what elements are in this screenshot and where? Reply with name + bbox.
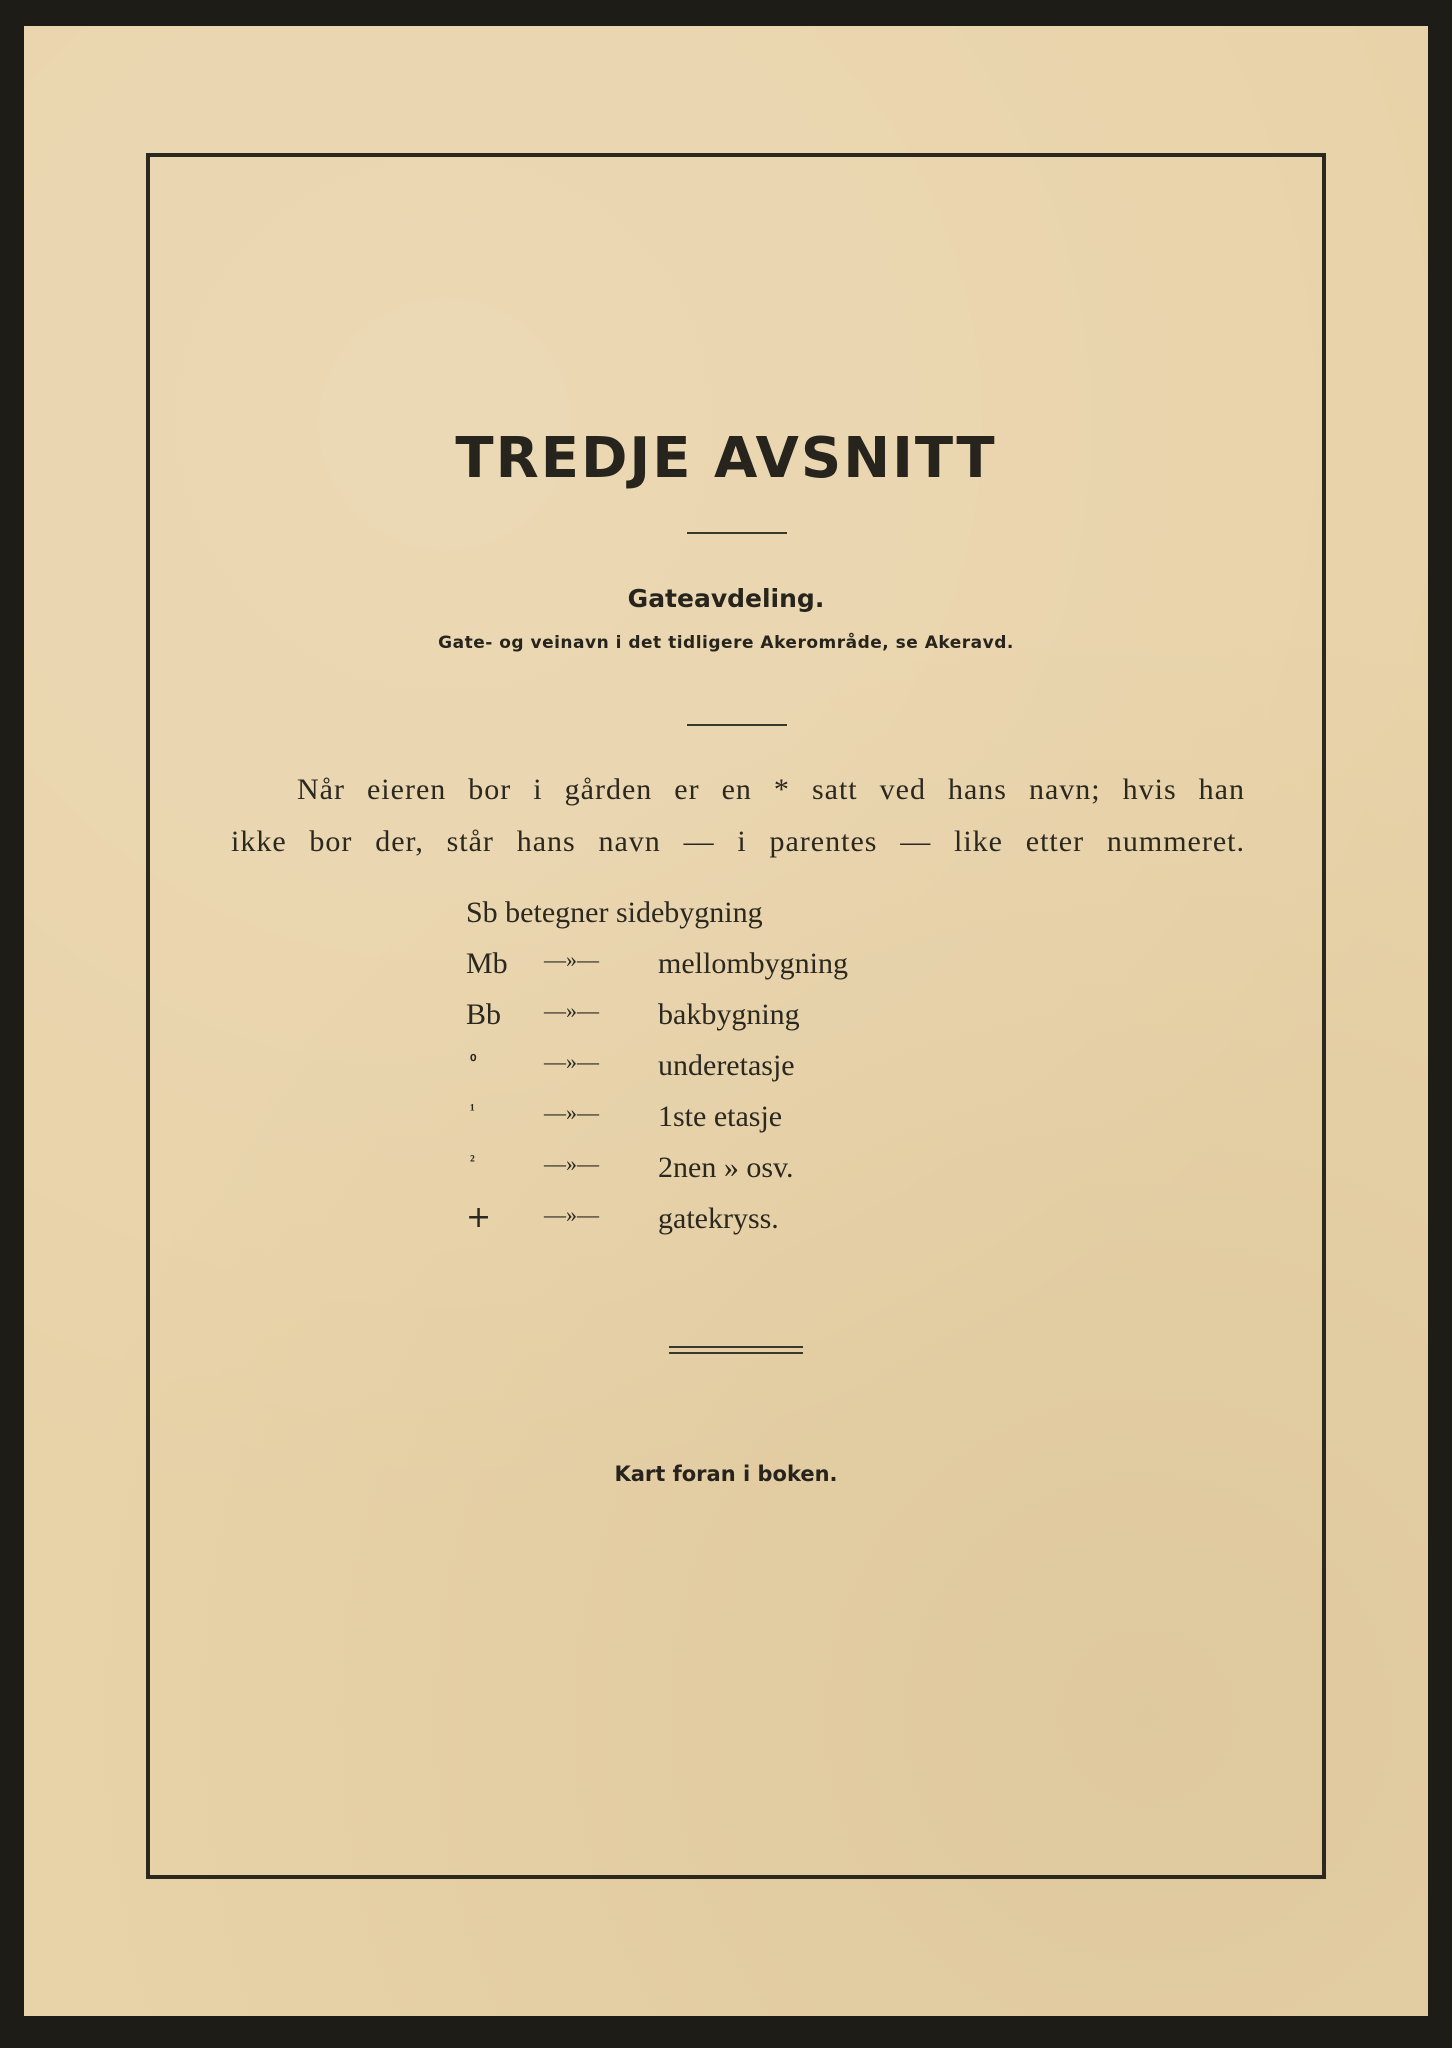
legend-row xyxy=(466,1100,966,1151)
divider-rule xyxy=(687,532,787,534)
section-title: TREDJE AVSNITT xyxy=(455,426,997,491)
legend-meaning: bakbygning xyxy=(658,998,800,1031)
legend-row xyxy=(466,947,966,998)
legend-header: Sb betegner sidebygning xyxy=(466,896,763,929)
intro-paragraph xyxy=(231,764,1245,868)
legend-meaning: gatekryss. xyxy=(658,1202,779,1235)
ditto-mark: —»— xyxy=(544,1100,599,1125)
divider-rule xyxy=(687,724,787,726)
ditto-mark: —»— xyxy=(544,998,599,1023)
ditto-mark: —»— xyxy=(544,1151,599,1176)
section-subtitle: Gateavdeling. xyxy=(627,584,825,613)
abbreviation-legend xyxy=(466,896,966,1253)
ditto-mark: —»— xyxy=(544,947,599,972)
legend-symbol: + xyxy=(466,1200,492,1235)
legend-row xyxy=(466,1151,966,1202)
double-rule-bottom xyxy=(669,1352,803,1354)
legend-meaning: 1ste etasje xyxy=(658,1100,783,1133)
legend-row xyxy=(466,1202,966,1253)
legend-symbol: ⁰ xyxy=(470,1053,477,1070)
legend-symbol: Bb xyxy=(466,998,502,1031)
legend-meaning: underetasje xyxy=(658,1049,795,1082)
legend-row xyxy=(466,1049,966,1100)
page-sheet xyxy=(24,26,1428,2016)
legend-header-row xyxy=(466,896,966,947)
map-note: Kart foran i boken. xyxy=(614,1462,838,1486)
paragraph-line: ikke bor der, står hans navn — i parentes — like etter nummeret. xyxy=(231,825,1245,858)
legend-meaning: 2nen » osv. xyxy=(658,1151,794,1184)
legend-symbol: Mb xyxy=(466,947,508,980)
paragraph-line: Når eieren bor i gården er en * satt ved hans navn; hvis han xyxy=(297,773,1245,806)
legend-meaning: mellombygning xyxy=(658,947,848,980)
legend-row xyxy=(466,998,966,1049)
legend-symbol: ² xyxy=(470,1153,475,1170)
ditto-mark: —»— xyxy=(544,1049,599,1074)
legend-symbol: ¹ xyxy=(470,1102,475,1119)
double-rule-top xyxy=(669,1346,803,1348)
section-subnote: Gate- og veinavn i det tidligere Akerområde, se Akeravd. xyxy=(438,633,1014,653)
ditto-mark: —»— xyxy=(544,1202,599,1227)
